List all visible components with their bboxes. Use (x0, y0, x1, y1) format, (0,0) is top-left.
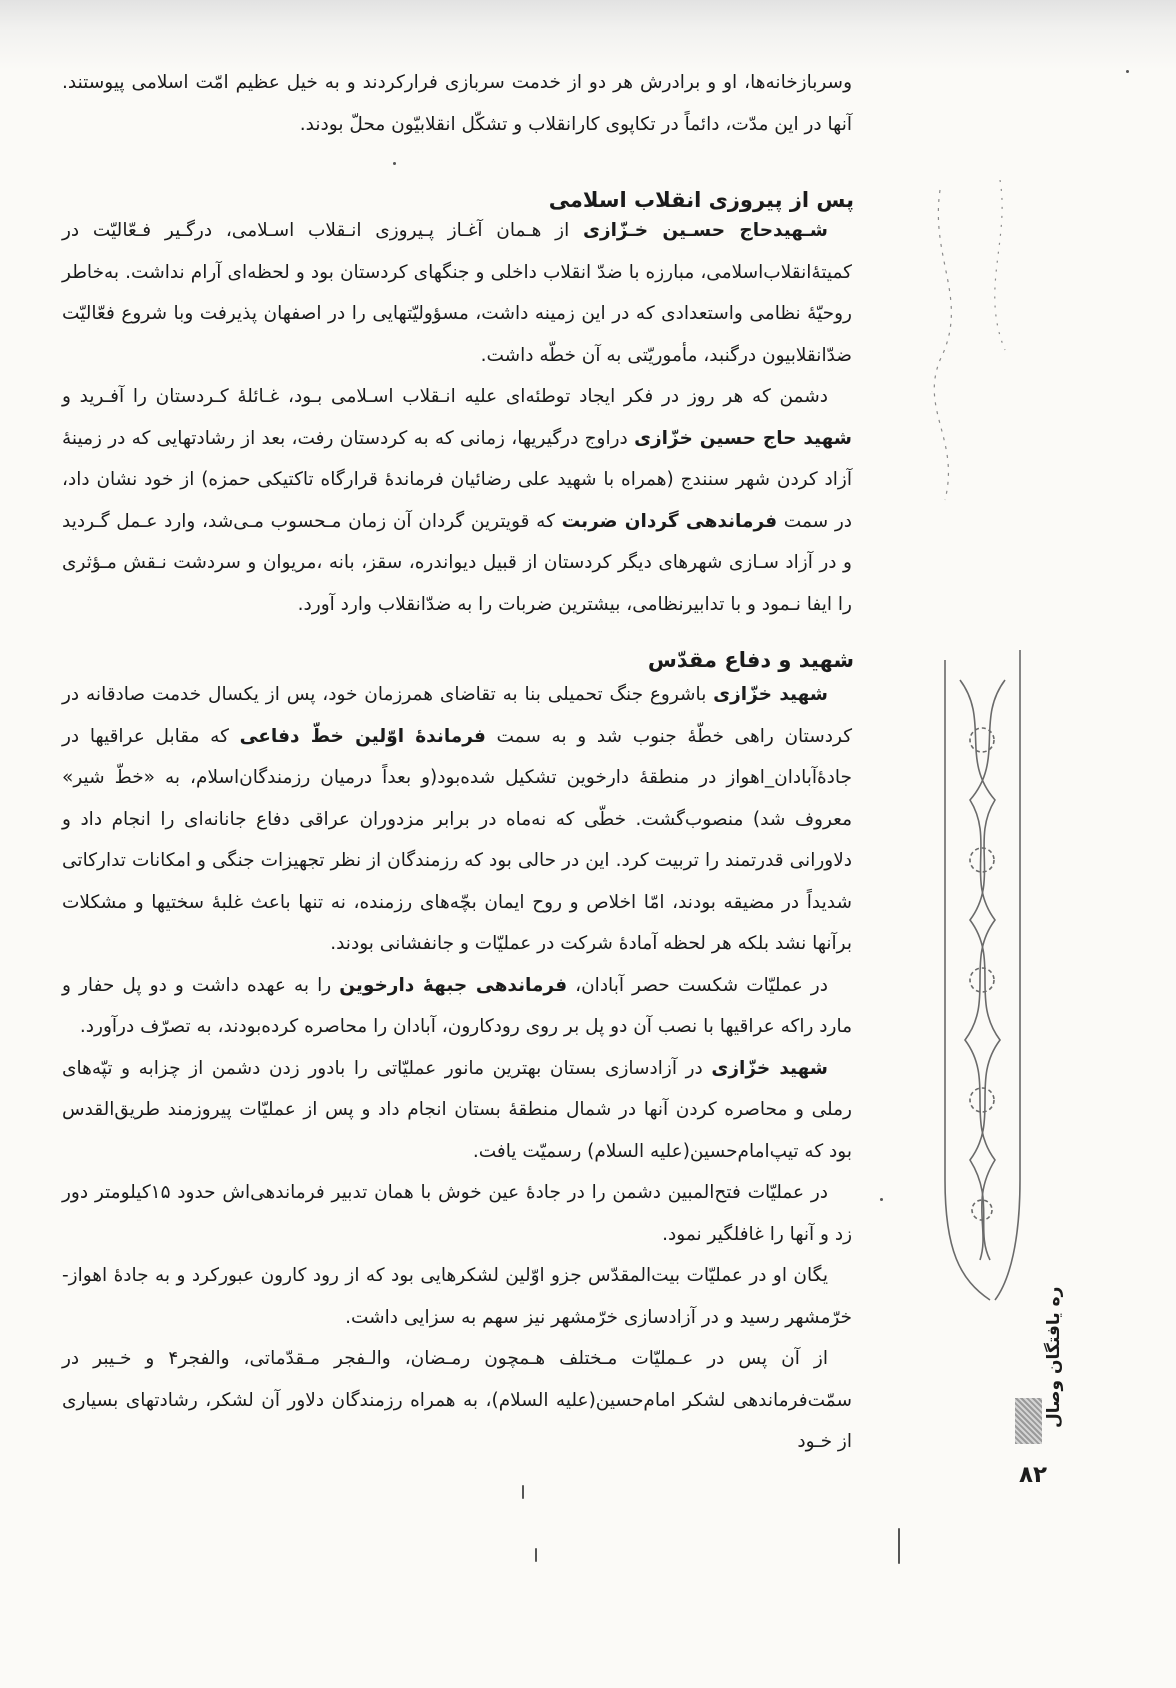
scan-speck (880, 1198, 883, 1201)
text-run: در عملیّات شکست حصر آبادان، (567, 974, 828, 996)
text-run: که قویترین گردان آن زمان مـحسوب مـی‌شد، وارد عـمل گـردید و در آزاد سـازی شهرهای دیگر کردستان از قبیل دیواندره، سقز، بانه ،مریوان و سردشت نـقش مـؤثری را ایفا نـمود و با تدابیرنظامی، بیشترین ضربات را به ضدّانقلاب وارد آورد. (62, 510, 852, 615)
decorative-border-ornament (900, 180, 1050, 1310)
text-run: را به عهده داشت و دو پل حفار و مارد راکه عراقیها با نصب آن دو پل بر روی رودکارون، آبادان را محاصره کرده‌بودند، به تصرّف درآورد. (62, 974, 852, 1037)
paragraph (62, 210, 852, 376)
paragraph (62, 965, 852, 1048)
text-run: در عملیّات فتح‌المبین دشمن را در جادهٔ عین خوش با همان تدبیر فرماندهی‌اش حدود ۱۵کیلومتر دور زد و آنها را غافلگیر نمود. (62, 1182, 852, 1245)
section-1-body (62, 210, 852, 625)
paragraph (62, 376, 852, 625)
paragraph (62, 1048, 852, 1173)
text-run: دشمن که هر روز در فکر ایجاد توطئه‌ای علیه انـقلاب اسـلامی بـود، غـائلهٔ کـردستان را آفـرید و (62, 386, 828, 407)
scan-mark (522, 1485, 524, 1499)
bold-phrase: شهید خزّازی (713, 684, 828, 705)
scan-speck (1126, 70, 1129, 73)
intro-paragraph (62, 62, 852, 145)
bold-phrase: فرماندهی جبههٔ دارخوین (339, 974, 568, 996)
text-run: که مقابل عراقیها در جادهٔ‌آبادان_اهواز در منطقهٔ دارخوین تشکیل شده‌بود(و بعداً درمیان رزمندگان‌اسلام، به «خطّ شیر» معروف شد) منصوب‌گشت. خطّی که نه‌ماه در برابر مزدوران عراقی دفاع جانانه‌ای را انجام داد و دلاورانی قدرتمند را تربیت کرد. این در حالی بود که رزمندگان از نظر تجهیزات جنگی و امکانات تدارکاتی شدیداً در مضیقه بودند، امّا اخلاص و روح ایمان بچّه‌های رزمنده، نه تنها باعث غلبهٔ سختیها و مشکلات برآنها نشد بلکه هر لحظه آمادهٔ شرکت در عملیّات و جانفشانی بودند. (62, 725, 852, 954)
section-heading-victory: پس از پیروزی انقلاب اسلامی (548, 188, 854, 212)
section-2-body (62, 674, 852, 1463)
scan-speck (393, 162, 396, 165)
paragraph (62, 62, 852, 145)
scan-mark (535, 1548, 537, 1562)
page-number: ۸۲ (1018, 1462, 1048, 1488)
paragraph (62, 1255, 852, 1338)
scan-mark (898, 1528, 900, 1564)
paragraph (62, 674, 852, 965)
text-run: وسربازخانه‌ها، او و برادرش هر دو از خدمت سربازی فرارکردند و به خیل عظیم امّت اسلامی پیوستند. آنها در این مدّت، دائماً در تکاپوی کارانقلاب و تشکّل انقلابیّون محلّ بودند. (62, 72, 852, 135)
shaded-tab (1015, 1398, 1042, 1444)
bold-phrase: فرماندهی گردان ضربت (561, 510, 778, 532)
bold-phrase: شهید حاج حسین خزّازی (634, 427, 852, 449)
text-run: در آزادسازی بستان بهترین مانور عملیّاتی را بادور زدن دشمن از چزابه و تپّه‌های رملی و محاصره کردن آنها در شمال منطقهٔ بستان انجام داد و پس از عملیّات پیروزمند طریق‌القدس بود که تیپ‌امام‌حسین(علیه السلام) رسمیّت یافت. (62, 1057, 852, 1162)
running-book-title: ره یافتگان وصال (1044, 1286, 1064, 1428)
bold-phrase: شهید خزّازی (711, 1057, 828, 1079)
bold-phrase: شـهیدحاج حسـین خـزّازی (582, 220, 828, 241)
paragraph (62, 1338, 852, 1463)
text-run: باشروع جنگ تحمیلی بنا به تقاضای همرزمان خود، پس از یکسال خدمت صادقانه در کردستان راهی خطّهٔ جنوب شد و به سمت (62, 684, 853, 747)
paragraph (62, 1172, 852, 1255)
text-run: از هـمان آغـاز پـیروزی انـقلاب اسـلامی، درگـیر فـعّالیّت در کمیتهٔ‌انقلاب‌اسلامی، مبارزه با ضدّ انقلاب داخلی و جنگهای کردستان بود و لحظه‌ای آرام نداشت. به‌خاطر روحیّهٔ نظامی واستعدادی که در این زمینه داشت، مسؤولیّتهایی را در اصفهان پذیرفت وبا شروع فعّالیّت ضدّانقلابیون در‌گنبد، مأموریّتی به آن خطّه داشت. (62, 220, 852, 366)
section-heading-sacred-defense: شهید و دفاع مقدّس (647, 648, 854, 672)
text-run: دراوج درگیریها، زمانی که به کردستان رفت، بعد از رشادتهایی که در زمینهٔ آزاد کردن شهر سنندج (همراه با شهید علی رضائیان فرماندهٔ قرارگاه تاکتیکی حمزه) از خود نشان داد، در سمت (62, 427, 853, 532)
bold-phrase: فرماندهٔ اوّلین خطّ دفاعی (239, 725, 486, 747)
scan-shadow (0, 0, 1176, 70)
text-run: یگان او در عملیّات بیت‌المقدّس جزو اوّلین لشکرهایی بود که از رود کارون عبورکرد و به جادهٔ اهواز- خرّمشهر رسید و در آزادسازی خرّمشهر نیز سهم به سزایی داشت. (62, 1265, 852, 1328)
text-run: از آن پس در عـملیّات مـختلف هـمچون رمـضان، والـفجر مـقدّماتی، والفجر۴ و خـیبر در سمّت‌فرماندهی لشکر امام‌حسین(علیه السلام)، به همراه رزمندگان دلاور آن لشکر، رشادتهای بسیاری از خـود (62, 1348, 852, 1452)
